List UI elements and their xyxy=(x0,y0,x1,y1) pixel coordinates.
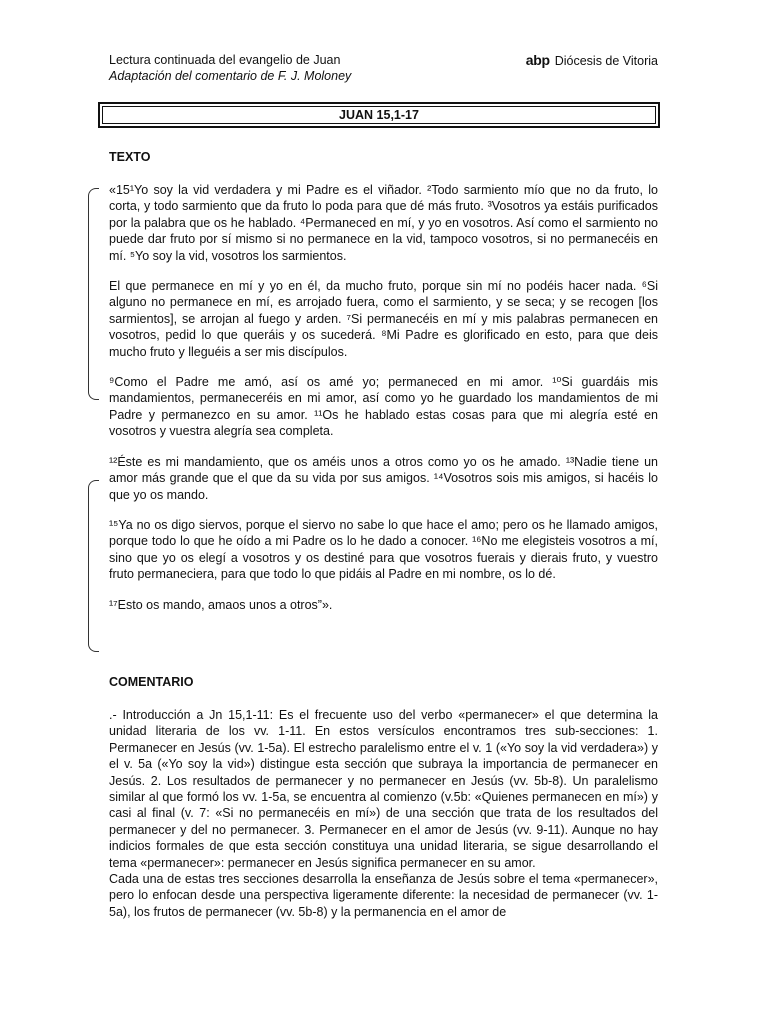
abp-logo: abp xyxy=(525,52,550,68)
text-paragraph: «15¹Yo soy la vid verdadera y mi Padre es el viñador. ²Todo sarmiento mío que no da fruto, lo corta, y todo sarmiento que da fruto lo poda para que dé más fruto. ³Vosotros ya estáis purificados por la palabra que os he hablado. ⁴Permaneced en mí, y yo en vosotros. Así como el sarmiento no puede dar fruto por sí mismo si no permanece en la vid, tampoco vosotros, si no permanecéis en mí. ⁵Yo soy la vid, vosotros los sarmientos. xyxy=(109,183,658,263)
header-right xyxy=(526,52,658,69)
header-subtitle: Adaptación del comentario de F. J. Moloney xyxy=(109,69,352,83)
text-paragraph: ¹⁵Ya no os digo siervos, porque el siervo no sabe lo que hace el amo; pero os he llamado amigos, porque todo lo que he oído a mi Padre os lo he dado a conocer. ¹⁶No me elegisteis vosotros a mí, sino que yo os elegí a vosotros y os destiné para que vosotros fuerais y dierais fruto, y vuestro fruto permaneciera, para que todo lo que pidáis al Padre en mi nombre, os lo dé. xyxy=(109,517,658,582)
text-paragraph: ¹²Éste es mi mandamiento, que os améis unos a otros como yo os he amado. ¹³Nadie tiene un amor más grande que el que da su vida por sus amigos. ¹⁴Vosotros sois mis amigos, si hacéis lo que yo os mando. xyxy=(109,454,658,502)
commentary-paragraph: .- Introducción a Jn 15,1-11: Es el frecuente uso del verbo «permanecer» el que determina la unidad literaria de los vv. 1-11. En estos versículos encontramos tres sub-secciones: 1. Permanecer en Jesús (vv. 1-5a). El estrecho paralelismo entre el v. 1 («Yo soy la vid verdadera») y el v. 5a («Yo soy la vid») distingue esta sección que subraya la importancia de permanecer en Jesús. 2. Los resultados de permanecer y no permanecer en Jesús (vv. 5b-8). Un paralelismo similar al que formó los vv. 1-5a, se encuentra al comienzo (v.5b: «Quienes permanecen en mí») y casi al final (v. 7: «Si no permanecéis en mí») de una sección que trata de los resultados del permanecer y del no permanecer. 3. Permanecer en el amor de Jesús (vv. 9-11). Aunque no hay indicios formales de que esta sección constituya una unidad literaria, se sigue desarrollando el tema «permanecer»: permanecer en Jesús significa permanecer en su amor. xyxy=(109,708,658,870)
header-left xyxy=(109,52,351,84)
text-paragraph: El que permanece en mí y yo en él, da mucho fruto, porque sin mí no podéis hacer nada. ⁶Si alguno no permanece en mí, es arrojado fuera, como el sarmiento, y se seca; y se recogen [los sarmientos], se arrojan al fuego y arden. ⁷Si permanecéis en mí y mis palabras permanecen en vosotros, pedid lo que queráis y os sucederá. ⁸Mi Padre es glorificado en esto, para que deis mucho fruto y lleguéis a ser mis discípulos. xyxy=(109,279,658,359)
text-paragraph: ¹⁷Esto os mando, amaos unos a otros”». xyxy=(109,597,333,612)
bracket-left-2 xyxy=(88,480,99,652)
header-diocese: Diócesis de Vitoria xyxy=(554,54,658,68)
text-paragraph: ⁹Como el Padre me amó, así os amé yo; permaneced en mi amor. ¹⁰Si guardáis mis mandamientos, permaneceréis en mi amor, así como yo he guardado los mandamientos de mi Padre y permanezco en su amor. ¹¹Os he hablado estas cosas para que mi alegría esté en vosotros y vuestra alegría sea completa. xyxy=(109,375,658,439)
section-heading-comentario: COMENTARIO xyxy=(109,675,194,689)
passage-title: JUAN 15,1-17 xyxy=(102,106,656,124)
commentary-text xyxy=(109,707,658,920)
bracket-left-1 xyxy=(88,188,99,400)
scripture-text xyxy=(109,182,658,613)
commentary-paragraph: Cada una de estas tres secciones desarrolla la enseñanza de Jesús sobre el tema «permanecer», pero lo enfocan desde una perspectiva ligeramente diferente: la necesidad de permanecer (vv. 1-5a), los frutos de permanecer (vv. 5b-8) y la permanencia en el amor de xyxy=(109,872,658,919)
header-title: Lectura continuada del evangelio de Juan xyxy=(109,53,341,67)
section-heading-texto: TEXTO xyxy=(109,150,151,164)
passage-title-box xyxy=(98,102,660,128)
